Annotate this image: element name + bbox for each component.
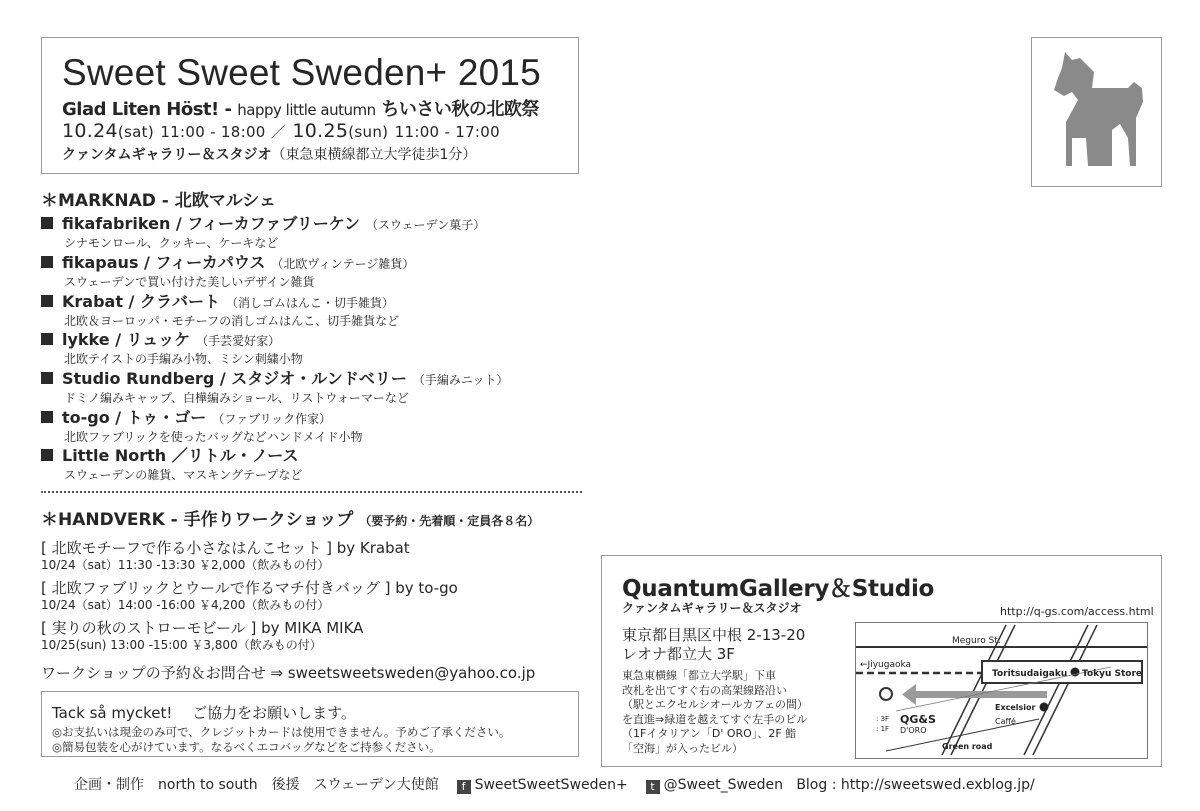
- map-label-excelsior: Excelsior: [995, 703, 1036, 712]
- vendor-desc: スウェーデンで買い付けた美しいデザイン雑貨: [64, 275, 315, 289]
- vendor-item: [41, 446, 581, 483]
- vendor-item: [41, 408, 581, 445]
- vendor-desc: シナモンロール、クッキー、ケーキなど: [64, 236, 279, 250]
- footer-credit: 企画・制作 north to south 後援 スウェーデン大使館: [74, 777, 439, 793]
- map-label-doro: D'ORO: [900, 726, 927, 735]
- vendor-item: [41, 253, 581, 290]
- bullet-icon: [41, 333, 53, 345]
- facebook-icon[interactable]: f: [457, 780, 471, 794]
- vendor-name: lykke / リュッケ: [62, 330, 191, 349]
- facebook-link[interactable]: SweetSweetSweden+: [474, 777, 628, 793]
- payment-note: ◎お支払いは現金のみ可で、クレジットカードは使用できません。予めご了承ください。: [52, 725, 511, 739]
- date-2: 10.25: [292, 120, 349, 142]
- gallery-address-1: 東京都目黒区中根 2-13-20: [622, 626, 806, 644]
- map-label-3f: : 3F: [876, 715, 890, 723]
- date-1: 10.24: [62, 120, 118, 142]
- venue-name: クァンタムギャラリー＆スタジオ: [62, 147, 272, 163]
- workshop-title: [ 北欧ファブリックとウールで作るマチ付きバッグ ] by to-go: [41, 579, 458, 597]
- workshop-info: 10/24（sat）11:30 -13:30 ￥2,000（飲みもの付）: [41, 558, 330, 572]
- directions-line: 東急東横線「都立大学駅」下車: [622, 669, 776, 682]
- vendor-category: （手編みニット）: [412, 373, 509, 387]
- map-label-tokyu-store: Tokyu Store: [1082, 669, 1143, 679]
- workshop-title: [ 実りの秋のストローモビール ] by MIKA MIKA: [41, 619, 364, 637]
- footer: [74, 774, 1035, 794]
- map-label-1f: : 1F: [876, 725, 890, 733]
- vendor-name: fikafabriken / フィーカファブリーケン: [62, 214, 360, 233]
- bullet-icon: [41, 372, 53, 384]
- bullet-icon: [41, 295, 53, 307]
- subtitle-jp: ちいさい秋の北欧祭: [381, 99, 539, 120]
- handverk-note: （要予約・先着順・定員各８名）: [359, 514, 540, 528]
- event-dates: [62, 120, 500, 142]
- vendor-item: [41, 369, 581, 406]
- directions-line: 「空海」が入ったビル）: [622, 741, 743, 755]
- venue-note: （東急東横線都立大学徒歩1分）: [271, 147, 477, 163]
- vendor-category: （スウェーデン菓子）: [365, 218, 486, 232]
- subtitle-sv: Glad Liten Höst! -: [62, 99, 232, 120]
- vendor-category: （北欧ヴィンテージ雑貨）: [271, 257, 415, 271]
- route-arrow-head: [902, 684, 916, 705]
- section-divider: [41, 491, 582, 493]
- vendor-desc: 北欧テイストの手編み小物、ミシン刺繍小物: [64, 352, 303, 366]
- vendor-item: [41, 330, 581, 367]
- diagonal-street: [1033, 625, 1097, 755]
- thanks-line: Tack så mycket! ご協力をお願いします。: [52, 704, 356, 722]
- event-title: Sweet Sweet Sweden+ 2015: [62, 52, 541, 93]
- vendor-desc: ドミノ編みキャップ、白樺編みショール、リストウォーマーなど: [64, 391, 409, 405]
- gallery-box: [601, 555, 1162, 767]
- vendor-desc: スウェーデンの雑貨、マスキングテープなど: [64, 468, 303, 482]
- vendor-name: fikapaus / フィーカパウス: [62, 253, 266, 272]
- twitter-link[interactable]: @Sweet_Sweden: [663, 777, 783, 793]
- vendor-desc: 北欧＆ヨーロッパ・モチーフの消しゴムはんこ、切手雑貨など: [64, 314, 400, 328]
- title-box: [41, 37, 579, 174]
- map-drawing: [856, 623, 1147, 758]
- gallery-marker: [880, 688, 892, 700]
- bullet-icon: [41, 449, 53, 461]
- vendor-item: [41, 292, 581, 329]
- event-venue: [62, 144, 476, 164]
- blog-link[interactable]: Blog : http://sweetswed.exblog.jp/: [796, 777, 1035, 793]
- excelsior-marker: [1040, 703, 1049, 712]
- map-label-jiyugaoka: ←Jiyugaoka: [860, 660, 912, 670]
- date-1-day: (sat): [117, 123, 154, 141]
- date-1-time: 11:00 - 18:00 ／: [160, 123, 287, 141]
- vendor-desc: 北欧ファブリックを使ったバッグなどハンドメイド小物: [64, 430, 363, 444]
- twitter-icon[interactable]: t: [646, 780, 660, 794]
- subtitle-en: happy little autumn: [237, 101, 376, 119]
- gallery-url-link[interactable]: http://q-gs.com/access.html: [1000, 605, 1154, 618]
- map-label-station: Toritsudaigaku: [992, 669, 1068, 679]
- workshop-contact: ワークショップの予約＆お問合せ ⇒ sweetsweetsweden@yahoo.co.jp: [41, 664, 536, 682]
- dala-horse-box: [1031, 37, 1162, 187]
- packaging-note: ◎簡易包装を心がけています。なるべくエコバッグなどをご持参ください。: [52, 740, 441, 754]
- directions-line: を直進⇒緑道を越えてすぐ左手のビル: [622, 712, 808, 726]
- directions-line: 改札を出てすぐ右の高架線路沿い: [622, 683, 787, 697]
- gallery-address-2: レオナ都立大 3F: [622, 645, 735, 663]
- directions-line: （駅とエクセルシオールカフェの間）: [622, 698, 808, 711]
- vendor-name: Little North ／リトル・ノース: [62, 446, 299, 465]
- bullet-icon: [41, 256, 53, 268]
- map-label-green-road: Green road: [942, 742, 993, 751]
- vendor-category: （消しゴムはんこ・切手雑貨）: [225, 296, 394, 310]
- map-label-meguro: Meguro St.: [952, 636, 1001, 646]
- vendor-name: Studio Rundberg / スタジオ・ルンドベリー: [62, 369, 407, 388]
- event-subtitle: [62, 95, 539, 121]
- vendor-name: Krabat / クラバート: [62, 292, 220, 311]
- workshop-info: 10/24（sat）14:00 -16:00 ￥4,200（飲みもの付）: [41, 598, 330, 612]
- handverk-heading: [41, 505, 539, 530]
- bullet-icon: [41, 411, 53, 423]
- gallery-name: QuantumGallery＆Studio: [622, 576, 935, 602]
- vendor-category: （ファブリック作家）: [212, 412, 332, 426]
- date-2-time: 11:00 - 17:00: [394, 123, 500, 141]
- bullet-icon: [41, 217, 53, 229]
- gallery-name-kana: クァンタムギャラリー＆スタジオ: [622, 601, 802, 615]
- date-2-day: (sun): [348, 123, 389, 141]
- notice-box: [41, 691, 579, 757]
- dala-horse-icon: [1032, 38, 1161, 186]
- access-map: [855, 622, 1148, 759]
- workshop-info: 10/25(sun) 13:00 -15:00 ￥3,800（飲みもの付）: [41, 638, 322, 652]
- map-label-qgs: QG&S: [900, 713, 936, 726]
- handverk-title: ＊HANDVERK - 手作りワークショップ: [41, 510, 354, 530]
- map-label-caffe: Caffé: [995, 717, 1016, 726]
- workshop-title: [ 北欧モチーフで作る小さなはんこセット ] by Krabat: [41, 539, 410, 557]
- vendor-name: to-go / トゥ・ゴー: [62, 408, 207, 427]
- vendor-item: [41, 214, 581, 251]
- diagonal-street: [1024, 625, 1088, 755]
- marknad-heading: ＊MARKNAD - 北欧マルシェ: [41, 191, 276, 211]
- vendor-category: （手芸愛好家）: [196, 334, 281, 348]
- directions-line: （1Fイタリアン「D' ORO」、2F 鮨: [622, 727, 797, 740]
